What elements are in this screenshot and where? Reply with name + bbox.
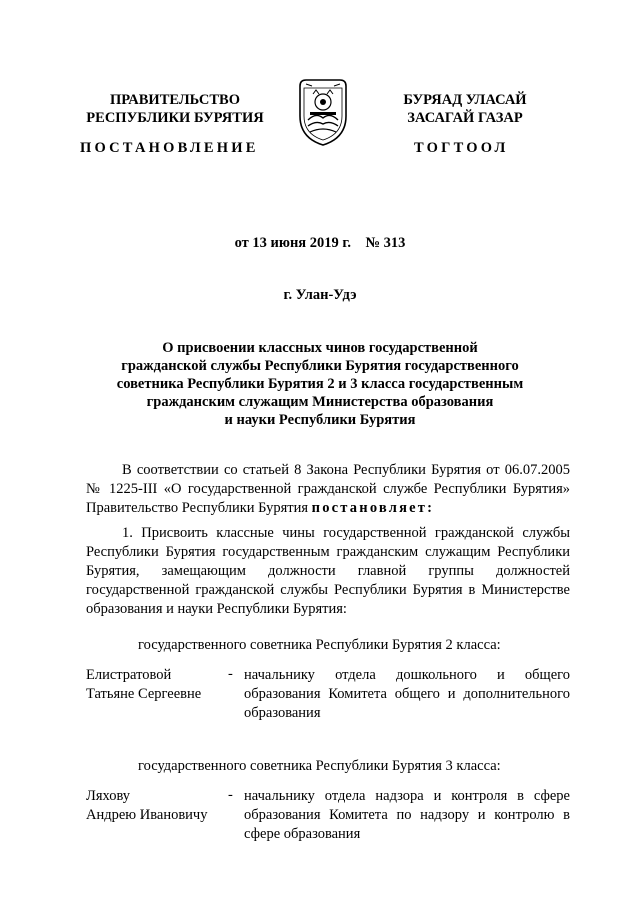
header-left-line1: ПРАВИТЕЛЬСТВО — [110, 92, 240, 108]
section-heading: государственного советника Республики Бурятия 3 класса: — [138, 758, 501, 774]
doc-type-right: ТОГТООЛ — [414, 140, 509, 156]
header-right-line2: ЗАСАГАЙ ГАЗАР — [407, 110, 523, 126]
employee-position: начальнику отдела надзора и контроля в сфере образования Комитета по надзору и контролю в сфере образования — [244, 788, 570, 842]
dash-separator: - — [228, 787, 233, 803]
employee-given-names: Андрею Ивановичу — [86, 807, 208, 823]
employee-given-names: Татьяне Сергеевне — [86, 686, 202, 702]
employee-position: начальнику отдела дошкольного и общего образования Комитета общего и дополнительного образования — [244, 667, 570, 721]
document-title — [60, 339, 580, 429]
employee-surname: Ляхову — [86, 788, 131, 804]
preamble-decree-word: постановляет: — [311, 500, 435, 516]
header-left-line2: РЕСПУБЛИКИ БУРЯТИЯ — [86, 110, 264, 126]
title-line: гражданской службы Республики Бурятия государственного — [121, 358, 519, 374]
title-line: и науки Республики Бурятия — [224, 412, 416, 428]
city: г. Улан-Удэ — [283, 287, 357, 303]
coat-of-arms-emblem — [296, 76, 350, 148]
employee-name — [86, 787, 246, 825]
header-right-line1: БУРЯАД УЛАСАЙ — [403, 92, 527, 108]
employee-surname: Елистратовой — [86, 667, 172, 683]
preamble — [86, 461, 570, 518]
preamble-text: В соответствии со статьей 8 Закона Республики Бурятия от 06.07.2005 № 1225-III «О государственной гражданской службе Республики Бурятия» Правительство Республики Бурятия — [86, 462, 570, 516]
emblem-icon — [296, 76, 350, 148]
section-heading: государственного советника Республики Бурятия 2 класса: — [138, 637, 501, 653]
point-1: 1. Присвоить классные чины государственной гражданской службы Республики Бурятия государственным гражданским служащим Республики Бурятия, замещающим должности главной группы должностей государственной гражданской службы Республики Бурятия в Министерстве образования и науки Республики Бурятия: — [86, 525, 570, 617]
title-line: О присвоении классных чинов государственной — [162, 340, 478, 356]
title-line: советника Республики Бурятия 2 и 3 класса государственным — [116, 376, 524, 392]
dash-separator: - — [228, 666, 233, 682]
doc-type-left: ПОСТАНОВЛЕНИЕ — [80, 140, 259, 156]
title-line: гражданским служащим Министерства образования — [146, 394, 494, 410]
header-left — [70, 91, 280, 127]
employee-name — [86, 666, 246, 704]
header-right — [360, 91, 570, 127]
date-number: от 13 июня 2019 г. № 313 — [234, 235, 406, 251]
